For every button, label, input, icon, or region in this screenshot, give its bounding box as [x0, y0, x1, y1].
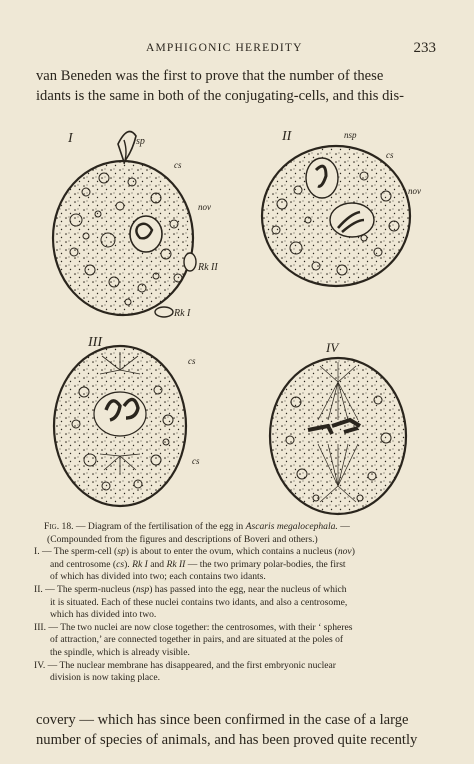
label-sp: sp — [136, 136, 145, 147]
caption-line: it is situated. Each of these nuclei contains two idants, and also a centrosome, — [50, 596, 348, 608]
body-line: number of species of animals, and has been proved quite recently — [36, 732, 418, 748]
caption-line: Fig. 18. — Diagram of the fertilisation of the egg in Ascaris megalocephala. — — [44, 521, 350, 532]
panel-4 — [270, 358, 406, 514]
running-head — [60, 42, 436, 58]
running-title: AMPHIGONIC HEREDITY — [146, 42, 303, 54]
label-panel-1: I — [68, 131, 73, 146]
label-panel-4: IV — [326, 340, 339, 355]
label-cs-2: cs — [386, 150, 394, 160]
label-cs-1: cs — [174, 160, 182, 170]
caption-item-1: I. — The sperm-cell (sp) is about to enter the ovum, which contains a nucleus (nov) — [34, 546, 355, 558]
label-nsp: nsp — [344, 130, 357, 140]
caption-line: of which has divided into two; each contains two idants. — [50, 571, 266, 583]
body-line: idants is the same in both of the conjugating-cells, and this dis- — [36, 88, 405, 104]
caption-item-4: IV. — The nuclear membrane has disappeared, and the first embryonic nuclear — [34, 659, 337, 671]
label-cs-4: cs — [192, 456, 200, 466]
label-rk1: Rk I — [174, 308, 191, 319]
label-nov-2: nov — [408, 186, 421, 196]
body-line: van Beneden was the first to prove that the number of these — [36, 68, 384, 84]
caption-line: and centrosome (cs). Rk I and Rk II — the two primary polar-bodies, the first — [50, 558, 346, 570]
body-text-top — [36, 66, 438, 106]
body-text-bottom — [36, 710, 438, 750]
label-panel-2: II — [282, 129, 292, 144]
caption-line: division is now taking place. — [50, 672, 161, 684]
caption-line: of attraction,’ are connected together in pairs, and are situated at the poles of — [50, 634, 344, 646]
page-number: 233 — [413, 40, 436, 56]
panel-3 — [54, 346, 186, 506]
label-cs-3: cs — [188, 356, 196, 366]
caption-line: which has divided into two. — [50, 609, 157, 621]
figure-caption — [34, 521, 444, 685]
panel-2 — [262, 146, 410, 286]
label-panel-3: III — [88, 335, 102, 350]
label-nov: nov — [198, 202, 211, 212]
body-line: covery — which has since been confirmed in the case of a large — [36, 712, 409, 728]
caption-line: the spindle, which is already visible. — [50, 646, 190, 658]
caption-line: (Compounded from the figures and descriptions of Boveri and others.) — [47, 533, 318, 545]
figure-18 — [46, 120, 430, 520]
caption-fig-label: Fig. 18. — [44, 521, 74, 532]
caption-item-2: II. — The sperm-nucleus (nsp) has passed into the egg, near the nucleus of which — [34, 583, 347, 595]
label-rk2: Rk II — [198, 262, 218, 273]
figure-illustration — [46, 120, 430, 520]
caption-item-3: III. — The two nuclei are now close together: the centrosomes, with their ‘ spheres — [34, 621, 353, 633]
